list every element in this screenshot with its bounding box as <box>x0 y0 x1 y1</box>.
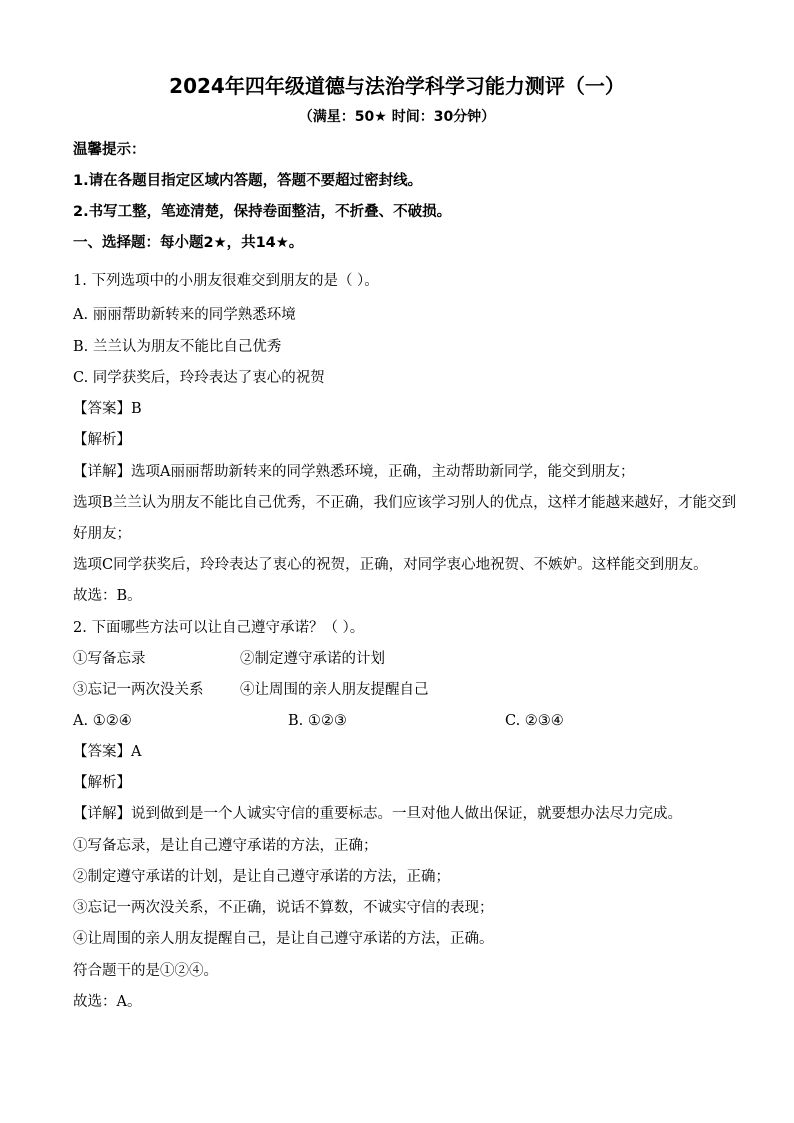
tip-2: 2.书写工整，笔迹清楚，保持卷面整洁，不折叠、不破损。 <box>73 204 452 220</box>
q2-detail-5: ④让周围的亲人朋友提醒自己，是让自己遵守承诺的方法，正确。 <box>73 931 494 947</box>
page-title: 2024年四年级道德与法治学科学习能力测评（一） <box>169 74 625 98</box>
q1-detail-2a: 选项B兰兰认为朋友不能比自己优秀，不正确，我们应该学习别人的优点，这样才能越来越好，才能交到 <box>73 495 737 511</box>
tip-1: 1.请在各题目指定区域内答题，答题不要超过密封线。 <box>73 173 423 189</box>
q2-item-1: ①写备忘录 <box>73 651 146 667</box>
q1-stem: 1. 下列选项中的小朋友很难交到朋友的是（ ）。 <box>73 273 379 289</box>
q1-detail-1: 【详解】选项A丽丽帮助新转来的同学熟悉环境，正确，主动帮助新同学，能交到朋友； <box>73 464 635 480</box>
q2-detail-4: ③忘记一两次没关系，不正确，说话不算数，不诚实守信的表现； <box>73 900 494 916</box>
q2-detail-3: ②制定遵守承诺的计划，是让自己遵守承诺的方法，正确； <box>73 869 450 885</box>
q2-conclusion: 故选：A。 <box>73 994 142 1010</box>
q1-conclusion: 故选：B。 <box>73 588 142 604</box>
q1-option-b: B. 兰兰认为朋友不能比自己优秀 <box>73 339 282 355</box>
q2-option-c: C. ②③④ <box>505 713 564 729</box>
q2-item-2: ②制定遵守承诺的计划 <box>240 651 385 667</box>
q2-item-3: ③忘记一两次没关系 <box>73 682 204 698</box>
q2-option-a: A. ①②④ <box>73 713 132 729</box>
q1-detail-2b: 好朋友； <box>73 526 131 542</box>
q2-analysis: 【解析】 <box>73 775 131 791</box>
q2-answer: 【答案】A <box>73 744 142 760</box>
q1-detail-3: 选项C同学获奖后，玲玲表达了衷心的祝贺，正确，对同学衷心地祝贺、不嫉妒。这样能交到朋友。 <box>73 557 708 573</box>
q2-item-4: ④让周围的亲人朋友提醒自己 <box>240 682 429 698</box>
page-subtitle: （满星：50★ 时间：30分钟） <box>298 109 496 125</box>
q2-stem: 2. 下面哪些方法可以让自己遵守承诺？（ ）。 <box>73 620 365 636</box>
q1-option-a: A. 丽丽帮助新转来的同学熟悉环境 <box>73 307 296 323</box>
q2-summary: 符合题干的是①②④。 <box>73 963 218 979</box>
q2-detail-2: ①写备忘录，是让自己遵守承诺的方法，正确； <box>73 838 378 854</box>
tips-heading: 温馨提示： <box>73 142 146 158</box>
section-title: 一、选择题：每小题2★，共14★。 <box>73 235 304 251</box>
q1-analysis: 【解析】 <box>73 432 131 448</box>
q1-answer: 【答案】B <box>73 401 142 417</box>
q1-option-c: C. 同学获奖后，玲玲表达了衷心的祝贺 <box>73 370 325 386</box>
q2-option-b: B. ①②③ <box>288 713 347 729</box>
q2-detail-1: 【详解】说到做到是一个人诚实守信的重要标志。一旦对他人做出保证，就要想办法尽力完成。 <box>73 806 682 822</box>
